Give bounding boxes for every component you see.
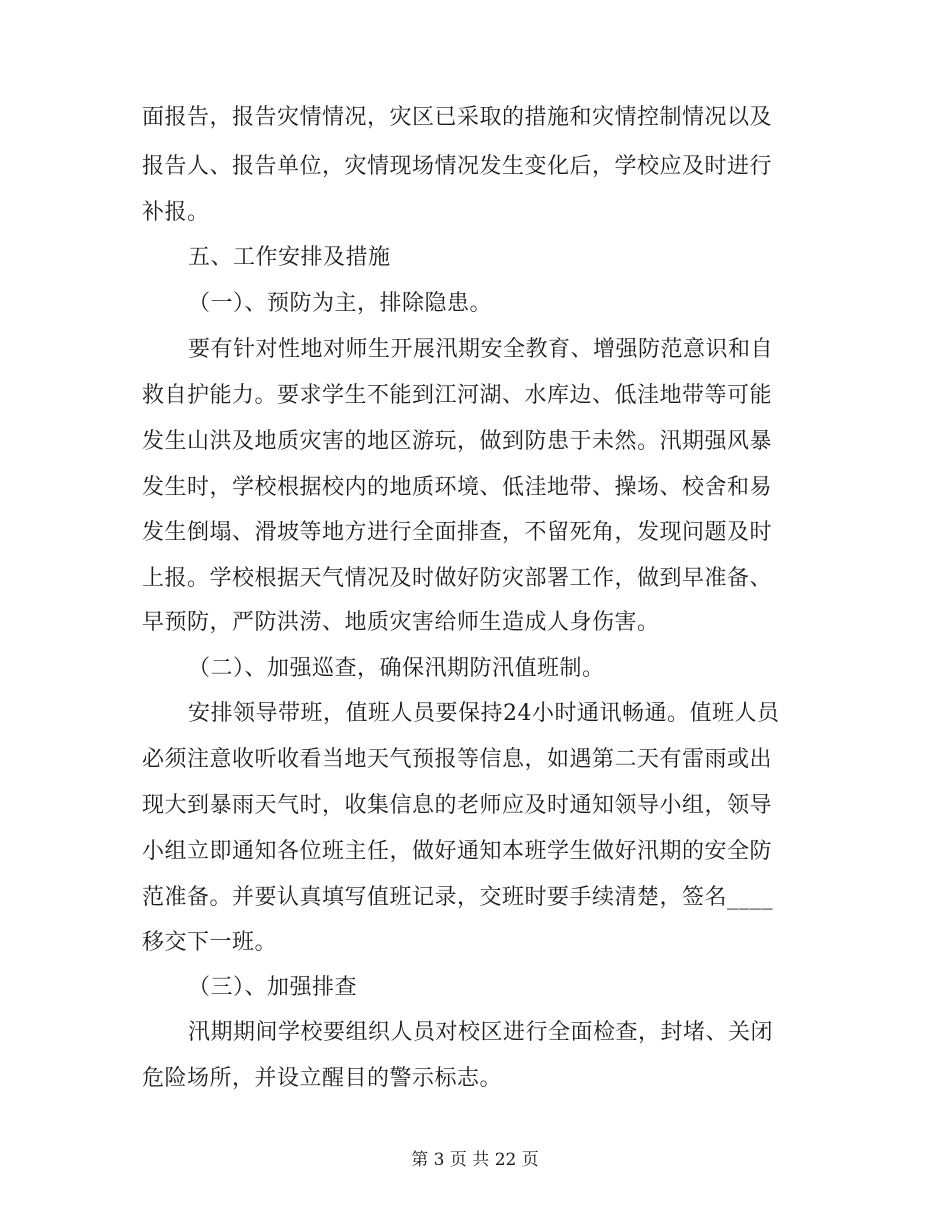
text-line: 早预防，严防洪涝、地质灾害给师生造成人身伤害。 [142, 610, 660, 635]
text-line: 现大到暴雨天气时，收集信息的老师应及时通知领导小组，领导 [142, 793, 773, 818]
text-line: 危险场所，并设立醒目的警示标志。 [142, 1066, 503, 1091]
text-line: 发生时，学校根据校内的地质环境、低洼地带、操场、校舍和易 [142, 475, 773, 500]
page-number-footer: 第 3 页 共 22 页 [411, 1150, 539, 1170]
subsection-heading: （三）、加强排查 [188, 975, 358, 1000]
subsection-heading: （二）、加强巡查，确保汛期防汛值班制。 [188, 656, 605, 681]
text-line: 发生倒塌、滑坡等地方进行全面排查，不留死角，发现问题及时 [142, 520, 773, 545]
text-line: 范准备。并要认真填写值班记录，交班时要手续清楚，签名____ [142, 885, 774, 910]
text-line: 汛期期间学校要组织人员对校区进行全面检查，封堵、关闭 [188, 1020, 774, 1045]
text-line: 救自护能力。要求学生不能到江河湖、水库边、低洼地带等可能 [142, 383, 773, 408]
text-line: 必须注意收听收看当地天气预报等信息，如遇第二天有雷雨或出 [142, 747, 773, 772]
text-line: 小组立即通知各位班主任，做好通知本班学生做好汛期的安全防 [142, 839, 773, 864]
text-line: 移交下一班。 [142, 930, 278, 955]
text-line: 安排领导带班，值班人员要保持24小时通讯畅通。值班人员 [188, 701, 780, 726]
text-line: 发生山洪及地质灾害的地区游玩，做到防患于未然。汛期强风暴 [142, 429, 773, 454]
subsection-heading: （一）、预防为主，排除隐患。 [188, 291, 493, 316]
section-heading: 五、工作安排及措施 [188, 245, 391, 270]
text-line: 上报。学校根据天气情况及时做好防灾部署工作，做到早准备、 [142, 566, 773, 591]
text-line: 面报告，报告灾情情况，灾区已采取的措施和灾情控制情况以及 [142, 105, 773, 130]
text-line: 报告人、报告单位，灾情现场情况发生变化后，学校应及时进行 [142, 154, 773, 179]
text-line: 要有针对性地对师生开展汛期安全教育、增强防范意识和自 [188, 337, 774, 362]
text-line: 补报。 [142, 200, 210, 225]
